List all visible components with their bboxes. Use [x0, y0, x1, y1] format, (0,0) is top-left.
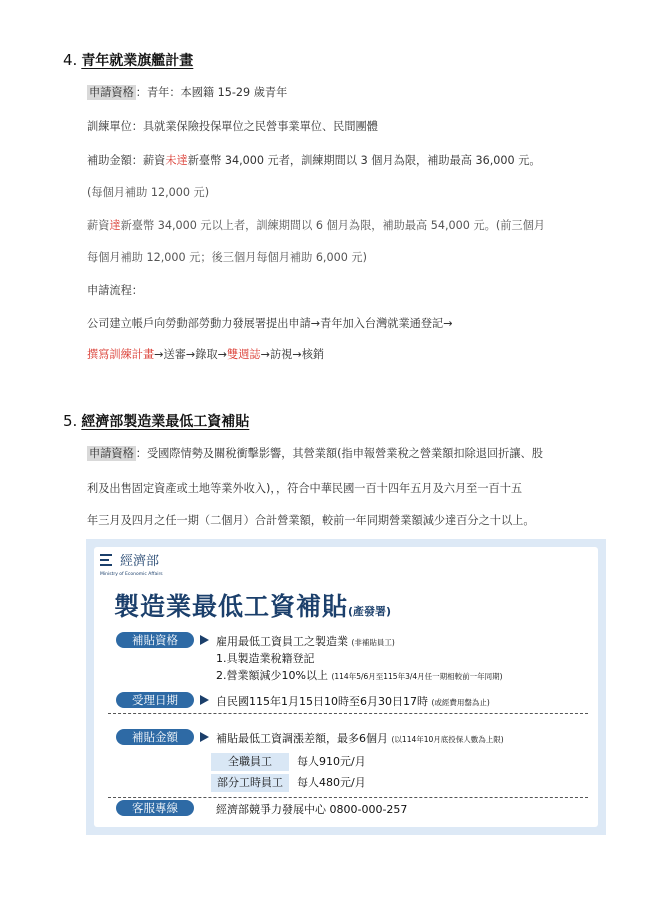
eligibility-note: (非補貼員工) — [351, 638, 395, 647]
card-inner — [94, 547, 598, 827]
s5-line2: 利及出售固定資產或土地等業外收入)，，符合中華民國一百十四年五月及六月至一百十五 — [87, 482, 523, 495]
s4-subsidy-line — [87, 153, 541, 169]
card-title-sub: (產發署) — [348, 605, 392, 618]
eligibility-item2: 2.營業額減少10%以上 — [216, 669, 328, 682]
s4-process-mid: →送審→錄取→ — [154, 348, 228, 361]
org-name: 經濟部 — [120, 554, 160, 569]
fulltime-value: 每人910元/月 — [297, 755, 366, 768]
section-5-heading — [63, 411, 249, 431]
arrow-right-icon — [200, 732, 209, 742]
s5-line1 — [87, 446, 543, 462]
eligibility-item2-line — [216, 667, 503, 683]
s4-training-unit: 訓練單位：具就業保險投保單位之民營事業單位、民間團體 — [87, 120, 378, 133]
s4-process-end: →訪視→核銷 — [260, 348, 325, 361]
section-4-heading — [63, 50, 193, 70]
moea-logo-icon — [100, 554, 112, 566]
section-5-number: 5. — [63, 412, 78, 430]
s5-eligibility-label: 申請資格 — [89, 447, 134, 460]
divider — [108, 713, 588, 714]
section-4-number: 4. — [63, 51, 78, 69]
date-line — [216, 693, 490, 709]
eligibility-item2-note: (114年5/6月至115年3/4月任一期相較前一年同期) — [331, 672, 503, 681]
s4-salary-line — [87, 218, 545, 234]
s4-salary-a: 薪資 — [87, 219, 110, 232]
section-4-title: 青年就業旗艦計畫 — [81, 53, 194, 69]
amount-main: 補貼最低工資調漲差額，最多6個月 — [216, 732, 388, 745]
eligibility-main-line — [216, 633, 395, 649]
date-pill: 受理日期 — [116, 692, 194, 708]
date-note: (或經費用罄為止) — [431, 698, 490, 707]
card-title — [114, 587, 391, 623]
service-text: 經濟部競爭力發展中心 0800-000-257 — [216, 803, 408, 816]
s4-subsidy-red: 未達 — [165, 154, 188, 167]
s4-process-label: 申請流程： — [87, 284, 143, 297]
parttime-label: 部分工時員工 — [211, 774, 289, 792]
parttime-value: 每人480元/月 — [297, 776, 366, 789]
amount-note: (以114年10月底投保人數為上限) — [391, 735, 504, 744]
fulltime-label: 全職員工 — [211, 753, 289, 771]
amount-pill: 補貼金額 — [116, 729, 194, 745]
s4-eligibility-line — [87, 85, 287, 101]
s4-eligibility-text: ：青年：本國籍 15-29 歲青年 — [135, 86, 288, 99]
s4-salary-red: 達 — [109, 219, 121, 232]
service-pill: 客服專線 — [116, 800, 194, 816]
amount-line — [216, 730, 504, 746]
arrow-right-icon — [200, 695, 209, 705]
s4-salary-c: 每個月補助 12,000 元；後三個月每個月補助 6,000 元) — [87, 251, 367, 264]
s5-line3: 年三月及四月之任一期（二個月）合計營業額，較前一年同期營業額減少達百分之十以上。 — [87, 514, 535, 527]
s4-subsidy-monthly: (每個月補助 12,000 元) — [87, 186, 210, 199]
date-main: 自民國115年1月15日10時至6月30日17時 — [216, 695, 428, 708]
eligibility-pill: 補貼資格 — [116, 632, 194, 648]
s4-process-line1: 公司建立帳戶向勞動部勞動力發展署提出申請→青年加入台灣就業通登記→ — [87, 317, 453, 330]
s4-process-line2 — [87, 347, 324, 363]
eligibility-item1: 1.具製造業稅籍登記 — [216, 652, 315, 665]
s4-process-red2: 雙週誌 — [227, 348, 261, 361]
divider — [108, 797, 588, 798]
wage-row-parttime — [211, 774, 381, 792]
s4-subsidy-a: 補助金額：薪資 — [87, 154, 166, 167]
eligibility-main: 雇用最低工資員工之製造業 — [216, 635, 348, 648]
subsidy-info-card — [86, 539, 606, 835]
s4-eligibility-label: 申請資格 — [89, 86, 134, 99]
section-5-title: 經濟部製造業最低工資補貼 — [81, 414, 250, 430]
s5-line1-text: ：受國際情勢及關稅衝擊影響，其營業額(指申報營業稅之營業額扣除退回折讓、股 — [135, 447, 543, 460]
card-title-main: 製造業最低工資補貼 — [114, 592, 349, 621]
wage-row-fulltime — [211, 753, 381, 771]
s4-salary-b: 新臺幣 34,000 元以上者，訓練期間以 6 個月為限，補助最高 54,000 元。(前三個月 — [120, 219, 545, 232]
arrow-right-icon — [200, 635, 209, 645]
s4-subsidy-b: 新臺幣 34,000 元者，訓練期間以 3 個月為限，補助最高 36,000 元。 — [187, 154, 541, 167]
org-name-en: Ministry of Economic Affairs — [100, 572, 163, 577]
s4-process-red1: 撰寫訓練計畫 — [87, 348, 155, 361]
